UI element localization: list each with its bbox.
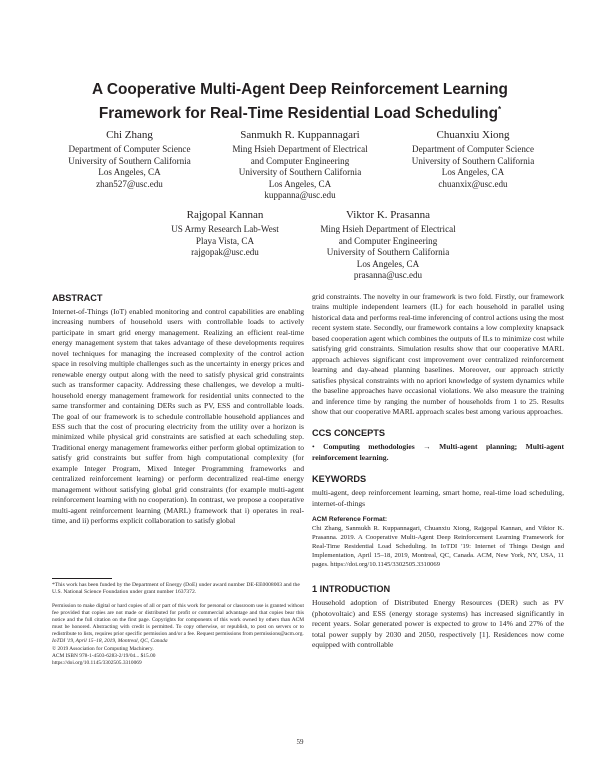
permission-text: Permission to make digital or hard copies of all or part of this work for personal or classroom use is granted without fee provided that copies are not made or distributed for profit or commercial advantage and that copies bear this notice and the full citation on the first page. Copyrights for components of this work owned by others than ACM must be honored. Abstracting with credit is permitted. To copy otherwise, or republish, to post on servers or to redistribute to lists, requires prior specific permission and/or a fee. Request permissions from permissions@acm.org. xyxy=(52,603,304,638)
title-footnote-mark: * xyxy=(497,105,502,114)
author-email: kuppanna@usc.edu xyxy=(264,190,336,201)
copyright-line: © 2019 Association for Computing Machinery. xyxy=(52,645,154,652)
title-line-1: A Cooperative Multi-Agent Deep Reinforcement Learning xyxy=(92,81,508,98)
footnote-text: *This work has been funded by the Department of Energy (DoE) under award number DE-EE0008003 and the U.S. National Science Foundation under grant number 1637372. xyxy=(52,582,300,596)
footnote-rule xyxy=(52,578,112,579)
permission-block xyxy=(52,603,304,667)
paper-title xyxy=(40,80,560,124)
author-block xyxy=(388,128,558,190)
title-line-2: Framework for Real-Time Residential Load Scheduling xyxy=(98,105,498,123)
ccs-bullet: • xyxy=(312,442,315,452)
abstract-continued: grid constraints. The novelty in our framework is two fold. Firstly, our framework trains multiple independent learners (IL) for each household in parallel using historical data and performs real-time inferencing of control actions using the most recent system state. Secondly, our framework contains a low complexity knapsack based cooperation agent which combines the outputs of ILs to minimize cost while satisfying grid constraints. Simulation results show that our cooperative MARL approach achieves significant cost improvement over centralized reinforcement learning and day-ahead planning baselines. Moreover, our approach strictly satisfies physical constraints with no apriori knowledge of system dynamics while the baseline approaches have occasional violations. We also measure the training and inference time by ranging the number of households from 1 to 25. Results show that our cooperative MARL approach scales best among various approaches. xyxy=(312,292,564,416)
author-affiliation: University of Southern California xyxy=(238,167,362,178)
acm-ref-heading: ACM Reference Format: xyxy=(312,516,388,524)
keywords-text: multi-agent, deep reinforcement learning, smart home, real-time load scheduling, internet-of-things xyxy=(312,488,564,508)
ccs-heading: CCS CONCEPTS xyxy=(312,428,385,439)
author-affiliation: and Computer Engineering xyxy=(250,155,350,166)
author-affiliation: and Computer Engineering xyxy=(338,235,438,246)
author-affiliation: Ming Hsieh Department of Electrical xyxy=(320,224,456,234)
abstract-text: Internet-of-Things (IoT) enabled monitoring and control capabilities are enabling increasing numbers of household users with controllable loads to actively participate in smart grid energy management. Realizing an efficient real-time energy management system that takes advantage of these developments requires novel techniques for managing the increased complexity of the control action space in resolving multiple challenges such as the uncertainty in energy prices and renewable energy output along with the need to satisfy physical grid constraints such as transformer capacity. Addressing these challenges, we develop a multi-household energy management framework for residential units connected to the same transformer and containing DERs such as PV, ESS and controllable loads. The goal of our framework is to schedule controllable household appliances and ESS such that the cost of procuring electricity from the utility over a horizon is minimized while physical grid constraints are satisfied at each scheduling step. Traditional energy management frameworks either perform global optimization to satisfy grid constraints but suffer from high computational complexity (for example Integer Program, Mixed Integer Programming frameworks and centralized reinforcement learning) or perform decentralized real-time energy management without satisfying global grid constraints (for example multi-agent reinforcement learning with no cooperation). In contrast, we propose a cooperative multi-agent reinforcement learning (MARL) framework that i) operates in real-time, and ii) performs explicit collaboration to satisfy global xyxy=(52,307,304,526)
author-location: Los Angeles, CA xyxy=(356,258,420,269)
author-name: Viktor K. Prasanna xyxy=(346,209,430,221)
intro-heading: 1 INTRODUCTION xyxy=(312,584,391,595)
intro-text: Household adoption of Distributed Energy Resources (DER) such as PV (photovoltaic) and ESS (energy storage systems) has increased significantly in recent years. Solar generated power is expected to grow to 14% and 27% of the total power supply by 2030 and 2050, respectively [1]. Residences now come equipped with controllable xyxy=(312,598,564,650)
funding-footnote xyxy=(52,578,304,596)
right-column xyxy=(312,292,564,651)
acm-ref-text: Chi Zhang, Sanmukh R. Kuppannagari, Chuanxiu Xiong, Rajgopal Kannan, and Viktor K. Prasanna. 2019. A Cooperative Multi-Agent Deep Reinforcement Learning Framework for Real-Time Residential Load Scheduling. In IoTDI '19: Internet of Things Design and Implementation, April 15–18, 2019, Montreal, QC, Canada. ACM, New York, NY, USA, 11 pages. https://doi.org/10.1145/3302505.3310069 xyxy=(312,525,564,569)
author-affiliation: University of Southern California xyxy=(411,155,535,166)
author-block xyxy=(150,208,300,259)
author-affiliation: University of Southern California xyxy=(326,247,450,258)
keywords-heading: KEYWORDS xyxy=(312,474,367,485)
author-affiliation: University of Southern California xyxy=(68,155,191,166)
author-affiliation: Department of Computer Science xyxy=(68,144,191,154)
author-name: Sanmukh R. Kuppannagari xyxy=(240,129,360,141)
author-location: Los Angeles, CA xyxy=(441,167,505,178)
left-column xyxy=(52,292,304,527)
author-email: prasanna@usc.edu xyxy=(353,270,423,281)
author-email: chuanxix@usc.edu xyxy=(438,178,508,189)
ccs-concepts xyxy=(312,442,564,463)
author-location: Los Angeles, CA xyxy=(98,167,161,178)
abstract-heading: ABSTRACT xyxy=(52,293,103,303)
author-block xyxy=(52,128,207,190)
author-name: Chi Zhang xyxy=(106,129,153,141)
ccs-concept-1: Computing methodologies xyxy=(323,442,415,452)
conference-line: IoTDI '19, April 15–18, 2019, Montreal, QC, Canada xyxy=(52,638,168,645)
doi-line: https://doi.org/10.1145/3302505.3310069 xyxy=(52,659,142,666)
author-affiliation: Department of Computer Science xyxy=(412,144,534,154)
page-number: 59 xyxy=(296,738,304,746)
ccs-concept-2: Multi-agent planning; Multi-agent reinforcement learning. xyxy=(312,442,564,462)
author-email: zhan527@usc.edu xyxy=(96,178,163,189)
author-email: rajgopak@usc.edu xyxy=(191,247,259,258)
isbn-line: ACM ISBN 978-1-4503-6283-2/19/04... $15.00 xyxy=(52,652,156,659)
author-name: Chuanxiu Xiong xyxy=(436,129,510,141)
author-block xyxy=(308,208,468,282)
ccs-arrow: → xyxy=(423,442,431,452)
author-location: Los Angeles, CA xyxy=(268,178,332,189)
author-name: Rajgopal Kannan xyxy=(186,209,264,221)
author-location: Playa Vista, CA xyxy=(195,235,255,246)
author-affiliation: US Army Research Lab-West xyxy=(171,224,279,234)
author-affiliation: Ming Hsieh Department of Electrical xyxy=(232,144,368,154)
author-block xyxy=(215,128,385,202)
